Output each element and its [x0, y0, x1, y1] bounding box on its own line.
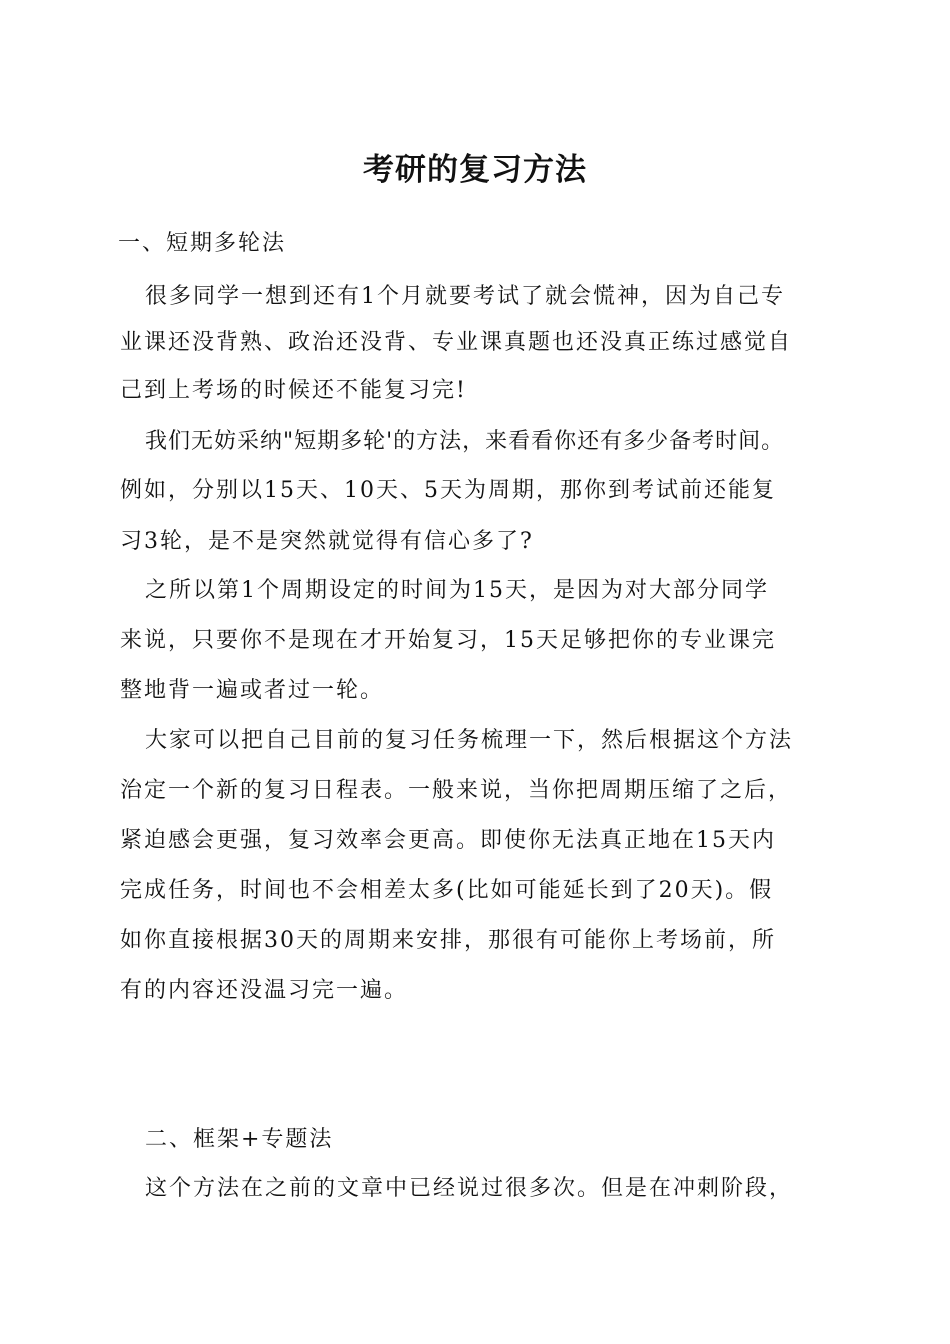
paragraph-line: 例如，分别以15天、10天、5天为周期，那你到考试前还能复: [120, 478, 776, 503]
paragraph-line: 如你直接根据30天的周期来安排，那很有可能你上考场前，所: [120, 928, 776, 953]
paragraph-line: 习3轮，是不是突然就觉得有信心多了?: [120, 529, 534, 554]
paragraph-line: 完成任务，时间也不会相差太多(比如可能延长到了20天)。假: [120, 878, 774, 903]
paragraph-line: 之所以第1个周期设定的时间为15天，是因为对大部分同学: [145, 578, 769, 603]
paragraph-line: 紧迫感会更强，复习效率会更高。即使你无法真正地在15天内: [120, 828, 776, 853]
paragraph-line: 大家可以把自己目前的复习任务梳理一下，然后根据这个方法: [145, 728, 794, 753]
paragraph-line: 整地背一遍或者过一轮。: [120, 678, 385, 703]
paragraph-line: 有的内容还没温习完一遍。: [120, 978, 409, 1003]
document-title: 考研的复习方法: [363, 152, 587, 188]
paragraph-line: 我们无妨采纳"短期多轮'的方法，来看看你还有多少备考时间。: [145, 429, 785, 454]
paragraph-line: 己到上考场的时候还不能复习完!: [120, 378, 467, 403]
paragraph-line: 很多同学一想到还有1个月就要考试了就会慌神，因为自己专: [145, 284, 785, 309]
paragraph-line: 治定一个新的复习日程表。一般来说，当你把周期压缩了之后，: [120, 778, 793, 803]
paragraph-line: 这个方法在之前的文章中已经说过很多次。但是在冲刺阶段，: [145, 1176, 794, 1201]
paragraph-line: 业课还没背熟、政治还没背、专业课真题也还没真正练过感觉自: [120, 330, 793, 355]
section-heading: 二、框架+专题法: [145, 1127, 334, 1152]
section-heading: 一、短期多轮法: [118, 231, 287, 256]
paragraph-line: 来说，只要你不是现在才开始复习，15天足够把你的专业课完: [120, 628, 776, 653]
